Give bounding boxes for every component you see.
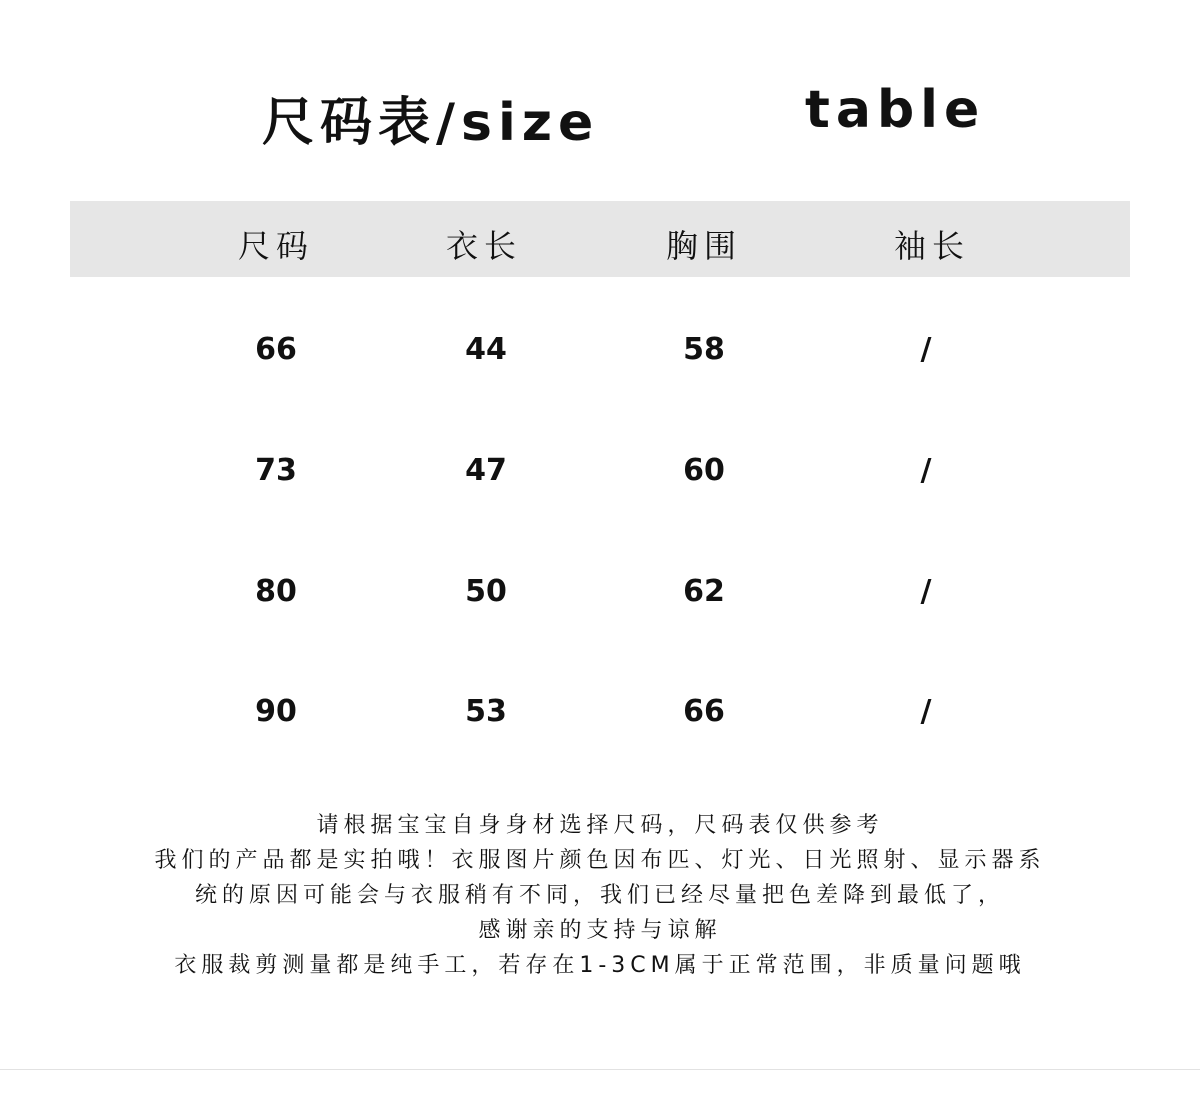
cell-sleeve: / — [920, 694, 932, 729]
title-part-table: table — [805, 80, 986, 140]
size-table-header — [70, 201, 1130, 277]
cell-chest: 66 — [683, 694, 725, 729]
size-notes — [60, 808, 1140, 983]
table-row — [0, 574, 1200, 624]
table-row — [0, 332, 1200, 382]
cell-sleeve: / — [920, 332, 932, 367]
cell-length: 47 — [465, 453, 507, 488]
note-line: 感谢亲的支持与谅解 — [478, 918, 722, 943]
cell-size: 80 — [255, 574, 297, 609]
table-row — [0, 453, 1200, 503]
cell-chest: 60 — [683, 453, 725, 488]
header-size: 尺码 — [237, 227, 314, 265]
page-title — [0, 80, 1200, 153]
header-chest: 胸围 — [665, 227, 742, 265]
cell-length: 44 — [465, 332, 507, 367]
cell-size: 66 — [255, 332, 297, 367]
cell-chest: 58 — [683, 332, 725, 367]
note-line: 请根据宝宝自身身材选择尺码，尺码表仅供参考 — [316, 813, 884, 838]
cell-size: 90 — [255, 694, 297, 729]
cell-length: 53 — [465, 694, 507, 729]
cell-chest: 62 — [683, 574, 725, 609]
cell-sleeve: / — [920, 574, 932, 609]
bottom-divider — [0, 1069, 1200, 1070]
cell-size: 73 — [255, 453, 297, 488]
note-line: 我们的产品都是实拍哦！衣服图片颜色因布匹、灯光、日光照射、显示器系 — [154, 848, 1046, 873]
note-line: 衣服裁剪测量都是纯手工，若存在1-3CM属于正常范围，非质量问题哦 — [174, 953, 1026, 978]
table-row — [0, 694, 1200, 744]
header-sleeve: 袖长 — [893, 227, 970, 265]
cell-length: 50 — [465, 574, 507, 609]
header-length: 衣长 — [445, 227, 522, 265]
note-line: 统的原因可能会与衣服稍有不同，我们已经尽量把色差降到最低了， — [194, 883, 1005, 908]
title-part-size: 尺码表/size — [262, 93, 600, 153]
cell-sleeve: / — [920, 453, 932, 488]
